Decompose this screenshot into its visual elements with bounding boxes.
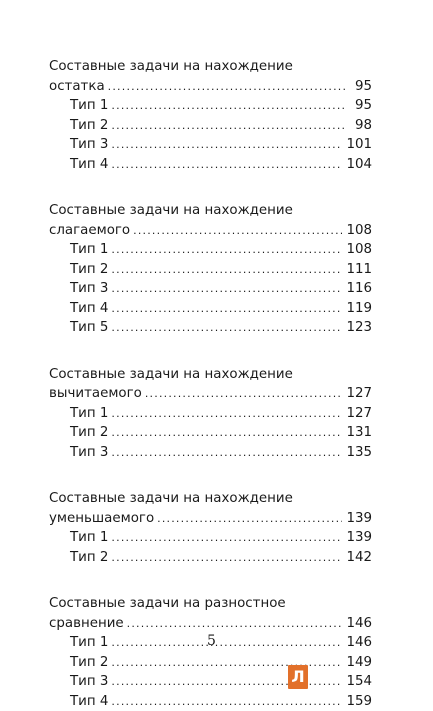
dot-leader: [111, 240, 342, 260]
page-ref: 131: [346, 423, 372, 443]
page-ref: 101: [346, 135, 372, 155]
toc-entry[interactable]: [49, 509, 372, 529]
dot-leader: [157, 509, 342, 529]
toc-subentry[interactable]: [49, 260, 372, 280]
subentry-label: Тип 3: [49, 443, 108, 463]
entry-label: вычитаемого: [49, 384, 142, 404]
subentry-label: Тип 5: [49, 318, 108, 338]
toc-entry[interactable]: [49, 77, 372, 97]
toc-entry[interactable]: [49, 384, 372, 404]
toc-subentry[interactable]: [49, 240, 372, 260]
subentry-label: Тип 3: [49, 135, 108, 155]
toc-subentry[interactable]: [49, 653, 372, 673]
subentry-label: Тип 2: [49, 116, 108, 136]
subentry-label: Тип 2: [49, 548, 108, 568]
dot-leader: [127, 614, 343, 634]
toc-subentry[interactable]: [49, 318, 372, 338]
toc-subentry[interactable]: [49, 692, 372, 711]
subentry-label: Тип 1: [49, 404, 108, 424]
page-ref: 111: [346, 260, 372, 280]
section-title: Составные задачи на разностное: [49, 594, 372, 614]
toc-section: [49, 57, 372, 174]
table-of-contents: [49, 57, 372, 711]
dot-leader: [111, 116, 346, 136]
page-ref: 123: [346, 318, 372, 338]
dot-leader: [133, 221, 342, 241]
toc-entry[interactable]: [49, 221, 372, 241]
page-ref: 142: [346, 548, 372, 568]
entry-label: сравнение: [49, 614, 124, 634]
section-title: Составные задачи на нахождение: [49, 365, 372, 385]
page-ref: 149: [346, 653, 372, 673]
toc-subentry[interactable]: [49, 299, 372, 319]
dot-leader: [111, 96, 346, 116]
page-ref: 95: [350, 77, 372, 97]
page-ref: 154: [346, 672, 372, 692]
dot-leader: [111, 279, 342, 299]
page-ref: 104: [346, 155, 372, 175]
dot-leader: [111, 443, 342, 463]
dot-leader: [111, 548, 342, 568]
entry-label: уменьшаемого: [49, 509, 154, 529]
toc-subentry[interactable]: [49, 443, 372, 463]
toc-section: [49, 489, 372, 567]
subentry-label: Тип 4: [49, 299, 108, 319]
page-ref: 159: [346, 692, 372, 711]
section-title: Составные задачи на нахождение: [49, 201, 372, 221]
page-ref: 119: [346, 299, 372, 319]
section-title: Составные задачи на нахождение: [49, 489, 372, 509]
page-ref: 139: [346, 509, 372, 529]
toc-entry[interactable]: [49, 614, 372, 634]
page-ref: 95: [350, 96, 372, 116]
page-ref: 98: [350, 116, 372, 136]
page-ref: 116: [346, 279, 372, 299]
subentry-label: Тип 2: [49, 260, 108, 280]
dot-leader: [111, 318, 342, 338]
dot-leader: [111, 299, 342, 319]
page-ref: 108: [346, 240, 372, 260]
toc-subentry[interactable]: [49, 548, 372, 568]
subentry-label: Тип 1: [49, 528, 108, 548]
toc-subentry[interactable]: [49, 528, 372, 548]
dot-leader: [111, 260, 342, 280]
dot-leader: [108, 77, 346, 97]
toc-section: [49, 594, 372, 711]
subentry-label: Тип 4: [49, 692, 108, 711]
page-ref: 127: [346, 384, 372, 404]
subentry-label: Тип 2: [49, 653, 108, 673]
toc-subentry[interactable]: [49, 116, 372, 136]
page-ref: 139: [346, 528, 372, 548]
dot-leader: [145, 384, 343, 404]
subentry-label: Тип 1: [49, 633, 108, 653]
publisher-logo-icon: Л: [288, 665, 308, 689]
toc-subentry[interactable]: [49, 279, 372, 299]
toc-subentry[interactable]: [49, 96, 372, 116]
subentry-label: Тип 4: [49, 155, 108, 175]
dot-leader: [111, 528, 342, 548]
page-number: 5: [0, 633, 423, 649]
dot-leader: [111, 423, 342, 443]
subentry-label: Тип 3: [49, 672, 108, 692]
entry-label: слагаемого: [49, 221, 130, 241]
page-ref: 127: [346, 404, 372, 424]
subentry-label: Тип 2: [49, 423, 108, 443]
subentry-label: Тип 1: [49, 96, 108, 116]
toc-section: [49, 201, 372, 338]
toc-subentry[interactable]: [49, 135, 372, 155]
subentry-label: Тип 3: [49, 279, 108, 299]
dot-leader: [111, 404, 342, 424]
toc-section: [49, 365, 372, 463]
page-ref: 146: [346, 614, 372, 634]
toc-subentry[interactable]: [49, 672, 372, 692]
page-ref: 135: [346, 443, 372, 463]
toc-subentry[interactable]: [49, 404, 372, 424]
entry-label: остатка: [49, 77, 105, 97]
dot-leader: [111, 155, 342, 175]
dot-leader: [111, 135, 342, 155]
page-ref: 146: [346, 633, 372, 653]
page-ref: 108: [346, 221, 372, 241]
toc-subentry[interactable]: [49, 423, 372, 443]
subentry-label: Тип 1: [49, 240, 108, 260]
dot-leader: [111, 692, 342, 711]
section-title: Составные задачи на нахождение: [49, 57, 372, 77]
toc-subentry[interactable]: [49, 155, 372, 175]
